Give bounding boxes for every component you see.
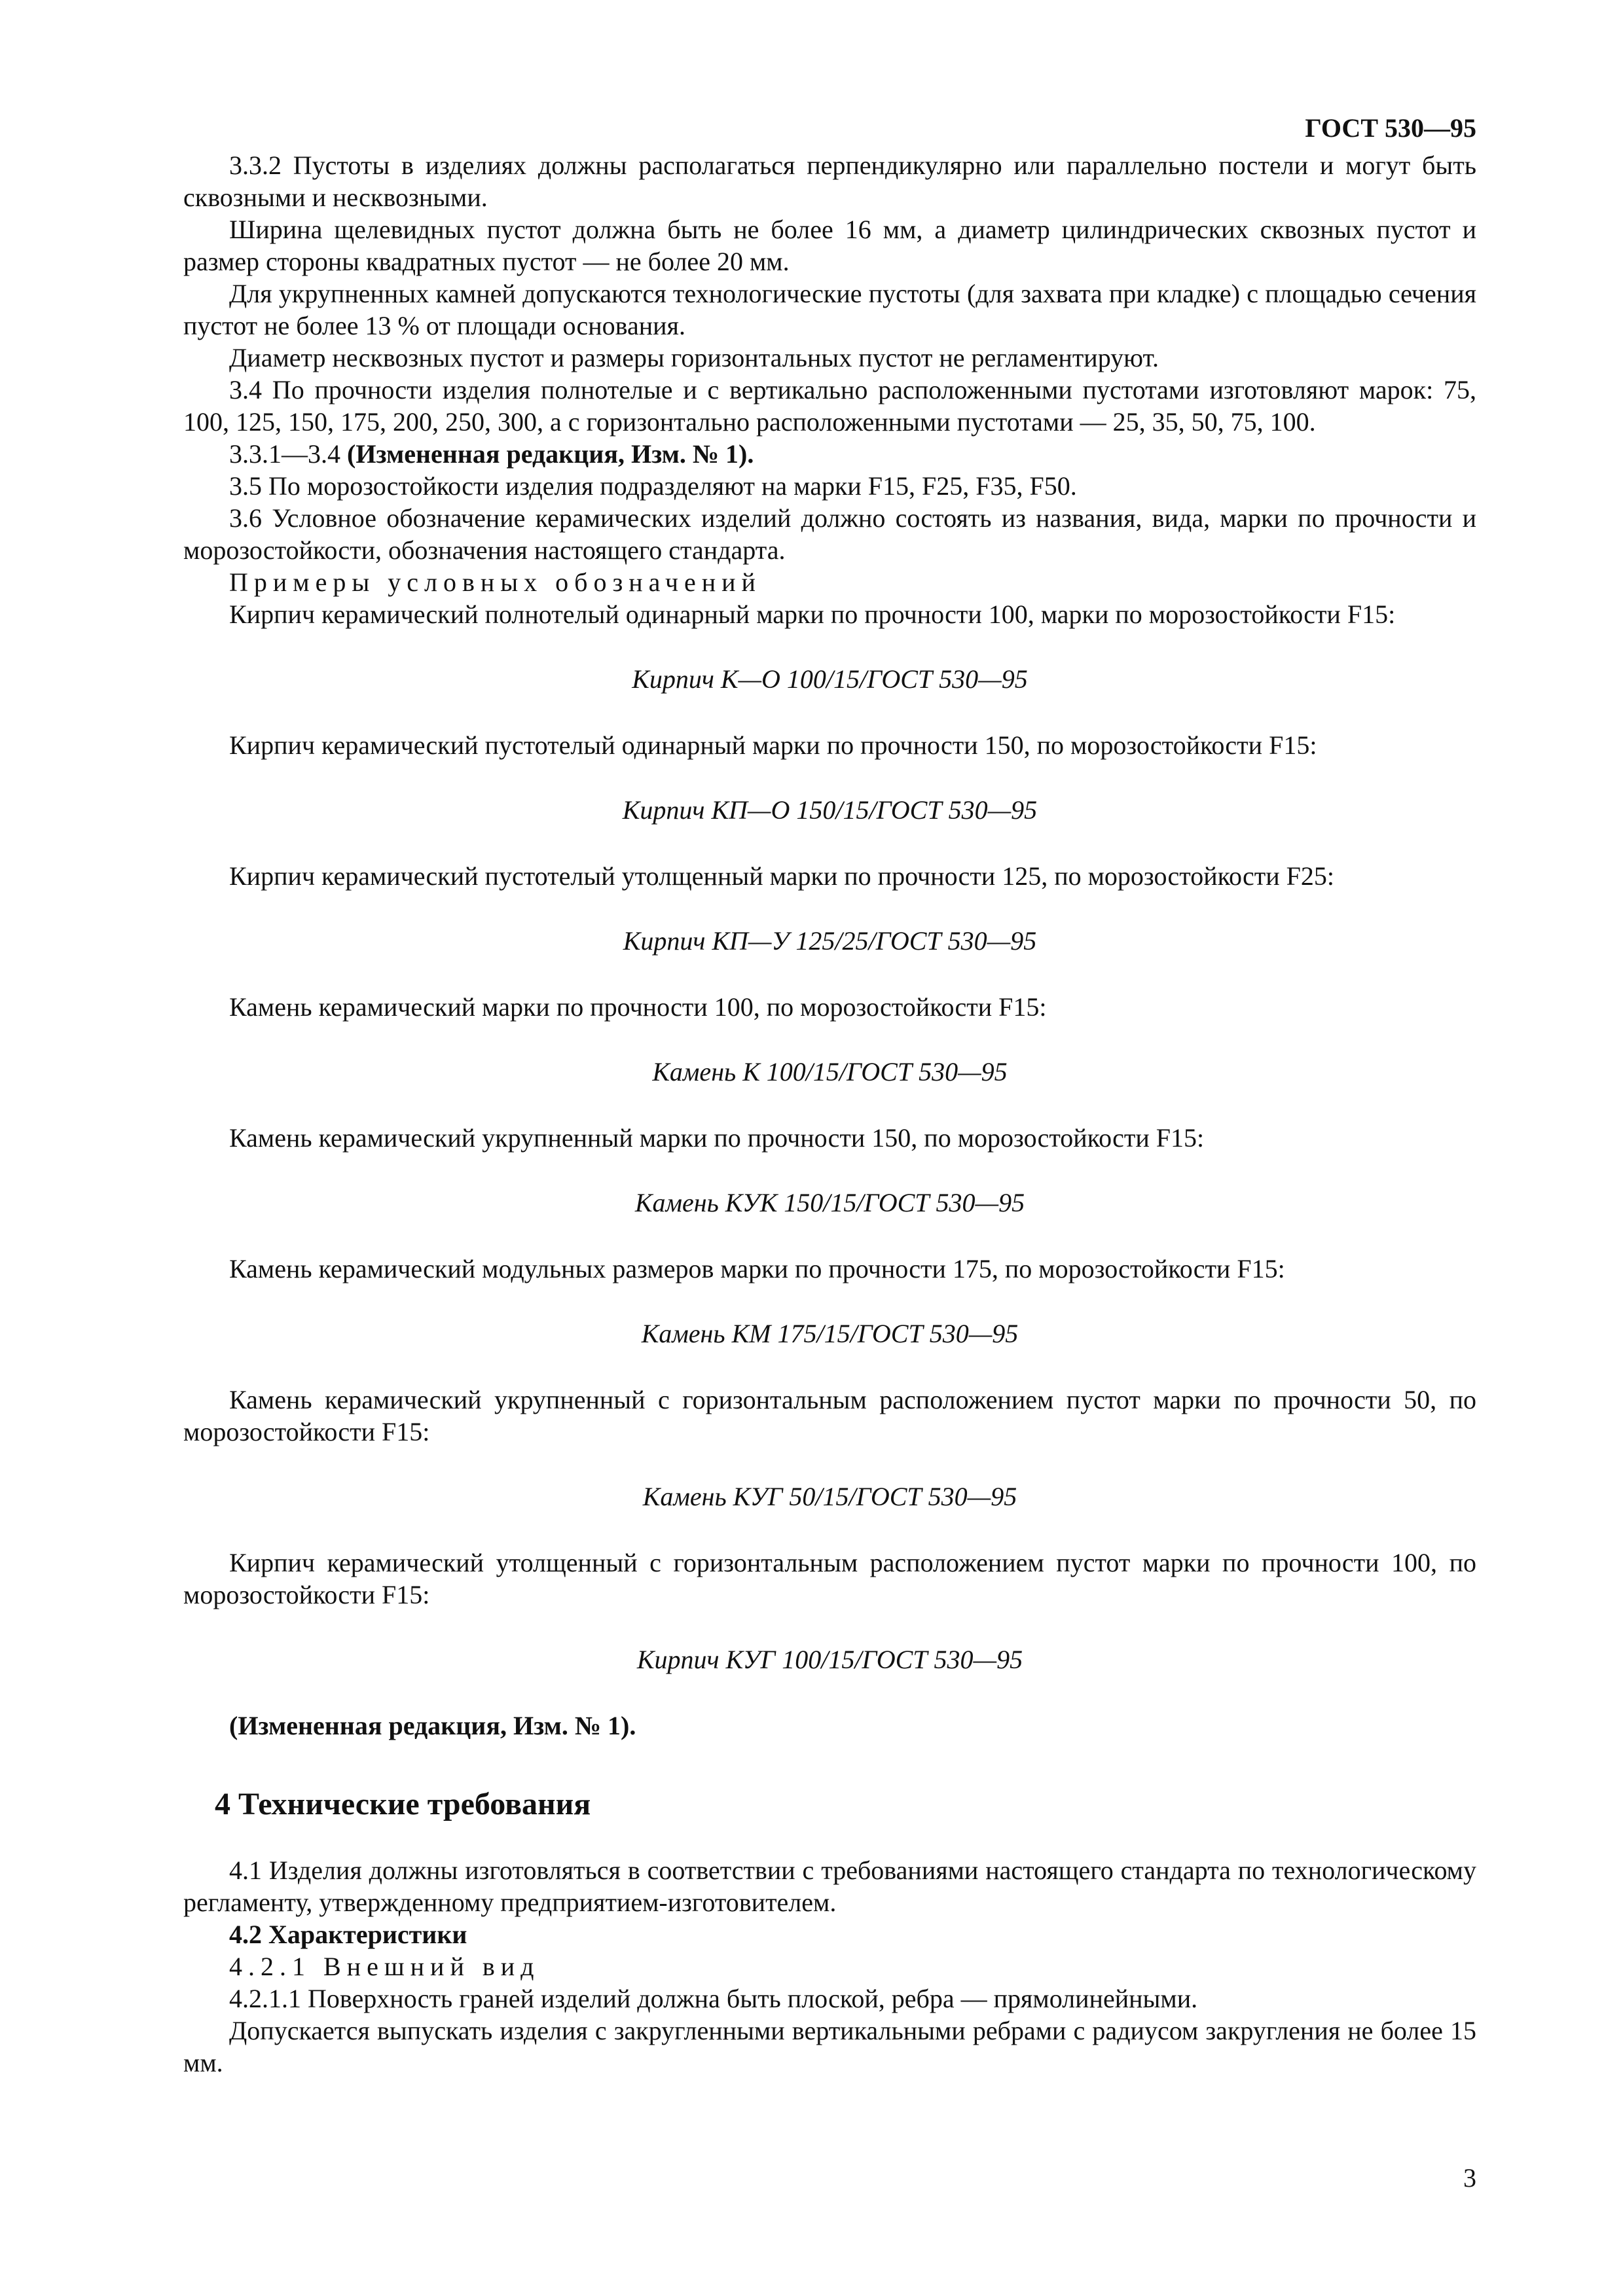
paragraph-slot-width: Ширина щелевидных пустот должна быть не более 16 мм, а диаметр цилиндрических сквозных пустот и размер стороны квадратных пустот — не более 20 мм. [183,215,1476,276]
example-code: Кирпич КП—О 150/15/ГОСТ 530—95 [622,795,1038,825]
example-code: Камень КМ 175/15/ГОСТ 530—95 [641,1319,1019,1348]
edit-note-2: (Измененная редакция, Изм. № 1). [229,1711,636,1740]
example-text: Кирпич керамический пустотелый одинарный марки по прочности 150, по морозостойкости F15: [229,730,1317,760]
page-number: 3 [1463,2163,1476,2193]
edit-note-prefix: 3.3.1—3.4 [229,439,340,469]
example-text: Камень керамический укрупненный марки по прочности 150, по морозостойкости F15: [229,1123,1205,1153]
paragraph-4-2-1-1: 4.2.1.1 Поверхность граней изделий должна быть плоской, ребра — прямолинейными. [229,1984,1198,2013]
paragraph-3-5: 3.5 По морозостойкости изделия подразделяют на марки F15, F25, F35, F50. [229,471,1077,501]
examples-heading: Примеры условных обозначений [229,567,761,597]
example-code: Камень КУГ 50/15/ГОСТ 530—95 [642,1482,1017,1511]
example-text: Кирпич керамический утолщенный с горизонтальным расположением пустот марки по прочности 100, по морозостойкости F15: [183,1548,1476,1609]
paragraph-large-stones: Для укрупненных камней допускаются технологические пустоты (для захвата при кладке) с площадью сечения пустот не более 13 % от площади основания. [183,279,1476,340]
paragraph-4-2: 4.2 Характеристики [229,1920,467,1949]
paragraph-3-6: 3.6 Условное обозначение керамических изделий должно состоять из названия, вида, марки по прочности и морозостойкости, обозначения настоящего стандарта. [183,503,1476,565]
paragraph-3-4: 3.4 По прочности изделия полнотелые и с вертикально расположенными пустотами изготовляют марок: 75, 100, 125, 150, 175, 200, 250, 300, а с горизонтально расположенными пустотами — 25, 35, 50, 75, 100. [183,375,1476,437]
paragraph-4-1: 4.1 Изделия должны изготовляться в соответствии с требованиями настоящего стандарта по технологическому регламенту, утвержденному предприятием-изготовителем. [183,1856,1476,1917]
example-text: Кирпич керамический полнотелый одинарный марки по прочности 100, марки по морозостойкости F15: [229,600,1396,629]
example-text: Кирпич керамический пустотелый утолщенный марки по прочности 125, по морозостойкости F25: [229,861,1335,891]
example-text: Камень керамический модульных размеров марки по прочности 175, по морозостойкости F15: [229,1254,1285,1283]
page-content [183,149,1476,2079]
paragraph-blind-voids: Диаметр несквозных пустот и размеры горизонтальных пустот не регламентируют. [229,343,1159,372]
edit-note-text: (Измененная редакция, Изм. № 1). [347,439,754,469]
paragraph-4-2-1: 4.2.1 Внешний вид [229,1952,540,1981]
example-code: Камень КУК 150/15/ГОСТ 530—95 [634,1188,1025,1217]
edit-note-1 [183,438,1476,470]
example-code: Камень К 100/15/ГОСТ 530—95 [652,1057,1008,1086]
example-text: Камень керамический укрупненный с горизонтальным расположением пустот марки по прочности 50, по морозостойкости F15: [183,1385,1476,1446]
document-header: ГОСТ 530—95 [1305,113,1476,143]
example-code: Кирпич К—О 100/15/ГОСТ 530—95 [632,664,1028,694]
paragraph-3-3-2: 3.3.2 Пустоты в изделиях должны располагаться перпендикулярно или параллельно постели и могут быть сквозными и несквозными. [183,151,1476,212]
example-code: Кирпич КУГ 100/15/ГОСТ 530—95 [636,1645,1023,1674]
example-code: Кирпич КП—У 125/25/ГОСТ 530—95 [623,926,1037,956]
example-text: Камень керамический марки по прочности 100, по морозостойкости F15: [229,992,1047,1022]
paragraph-4-2-1-1-b: Допускается выпускать изделия с закругленными вертикальными ребрами с радиусом закругления не более 15 мм. [183,2016,1476,2077]
section-4-title: 4 Технические требования [215,1787,591,1821]
